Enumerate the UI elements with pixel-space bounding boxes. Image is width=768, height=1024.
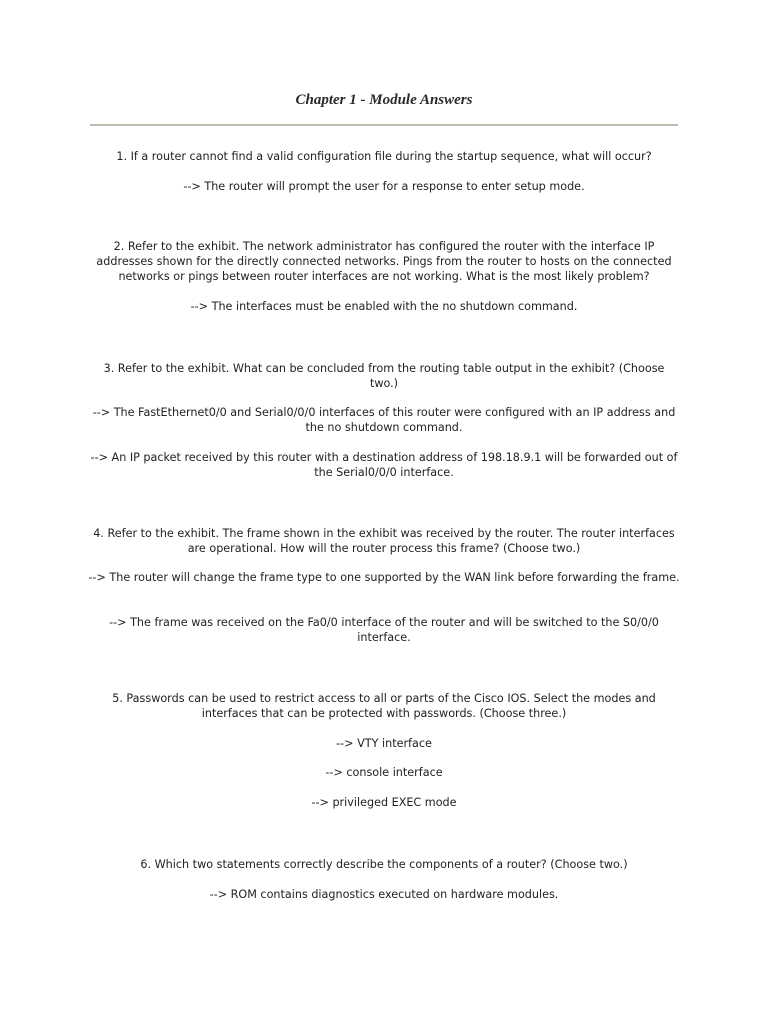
question-4-answer-1: --> The router will change the frame type to one supported by the WAN link before forwarding the frame. xyxy=(88,571,680,584)
question-1-answer-1: --> The router will prompt the user for a response to enter setup mode. xyxy=(183,180,585,193)
question-5-answer-3: --> privileged EXEC mode xyxy=(311,796,457,809)
question-2-answer-1: --> The interfaces must be enabled with the no shutdown command. xyxy=(190,300,578,313)
question-3-answer-2: --> An IP packet received by this router with a destination address of 198.18.9.1 will be forwarded out of the Serial0/0/0 interface. xyxy=(90,451,678,479)
question-5-text: 5. Passwords can be used to restrict access to all or parts of the Cisco IOS. Select the modes and interfaces that can be protected with passwords. (Choose three.) xyxy=(112,692,656,720)
question-4-text: 4. Refer to the exhibit. The frame shown in the exhibit was received by the router. The router interfaces are operational. How will the router process this frame? (Choose two.) xyxy=(93,527,675,555)
title-divider xyxy=(90,124,678,126)
question-5-answer-1: --> VTY interface xyxy=(336,737,432,750)
document-title: Chapter 1 - Module Answers xyxy=(295,92,473,108)
question-6-text: 6. Which two statements correctly describe the components of a router? (Choose two.) xyxy=(140,858,628,871)
question-1-text: 1. If a router cannot find a valid configuration file during the startup sequence, what will occur? xyxy=(116,150,652,163)
question-6-answer-1: --> ROM contains diagnostics executed on hardware modules. xyxy=(209,888,559,901)
question-2-text: 2. Refer to the exhibit. The network administrator has configured the router with the interface IP addresses shown for the directly connected networks. Pings from the router to hosts on the connected networks or pings between router interfaces are not working. What is the most likely problem? xyxy=(96,240,672,283)
question-4-answer-2: --> The frame was received on the Fa0/0 interface of the router and will be switched to the S0/0/0 interface. xyxy=(109,616,659,644)
question-3-text: 3. Refer to the exhibit. What can be concluded from the routing table output in the exhibit? (Choose two.) xyxy=(103,362,665,390)
question-5-answer-2: --> console interface xyxy=(325,766,443,779)
question-3-answer-1: --> The FastEthernet0/0 and Serial0/0/0 interfaces of this router were configured with an IP address and the no shutdown command. xyxy=(92,406,676,434)
